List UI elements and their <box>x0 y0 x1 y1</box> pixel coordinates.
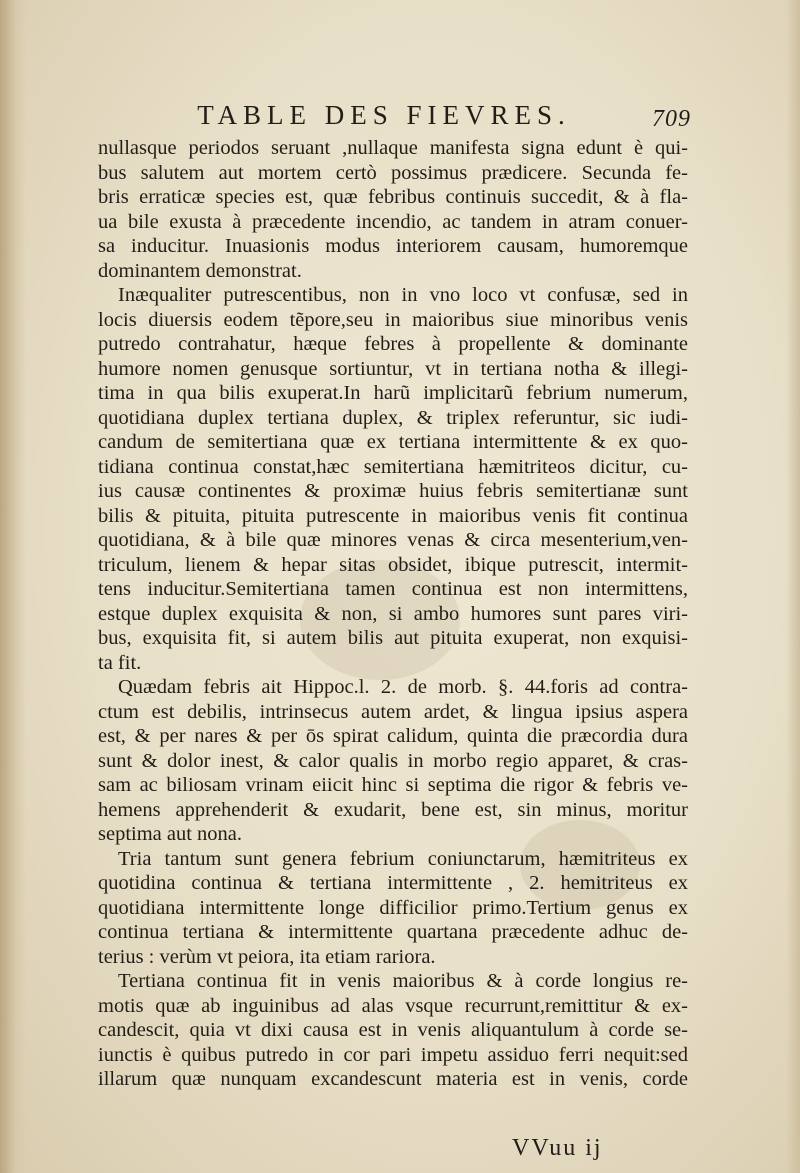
text-line: quotidiana, & à bile quæ minores venas & circa mesenterium,ven- <box>98 529 688 551</box>
text-line: ua bile exusta à præcedente incendio, ac tandem in atram conuer- <box>98 210 688 233</box>
text-line: candescit, quia vt dixi causa est in venis aliquantulum à corde se- <box>98 1019 688 1041</box>
text-line: nullasque periodos seruant ,nullaque manifesta signa edunt è qui- <box>98 137 688 159</box>
text-line: sa inducitur. Inuasionis modus interiorem causam, humoremque <box>98 235 688 257</box>
text-line: sam ac biliosam vrinam eiicit hinc si septima die rigor & febris ve- <box>98 774 688 796</box>
text-line: Tria tantum sunt genera febrium coniunctarum, hæmitriteus ex <box>118 847 688 870</box>
text-line: quotidiana intermittente longe difficilior primo.Tertium genus ex <box>98 896 688 919</box>
text-line: bus, exquisita fit, si autem bilis aut pituita exuperat, non exquisi- <box>98 627 688 649</box>
text-line: ctum est debilis, intrinsecus autem ardet, & lingua ipsius aspera <box>98 700 688 723</box>
text-line: sunt & dolor inest, & calor qualis in morbo regio apparet, & cras- <box>98 749 688 772</box>
body-text <box>98 136 688 1092</box>
text-line: ta fit. <box>98 651 142 674</box>
text-line: tima in qua bilis exuperat.In harũ implicitarũ febrium numerum, <box>98 382 688 404</box>
text-line: motis quæ ab inguinibus ad alas vsque recurrunt,remittitur & ex- <box>98 994 688 1017</box>
text-line: dominantem demonstrat. <box>98 259 302 282</box>
text-line: humore nomen genusque sortiuntur, vt in tertiana notha & illegi- <box>98 357 688 380</box>
text-line: quotidina continua & tertiana intermittente , 2. hemitriteus ex <box>98 872 688 894</box>
text-line: tidiana continua constat,hæc semitertiana hæmitriteos dicitur, cu- <box>98 455 688 478</box>
text-line: bris erraticæ species est, quæ febribus continuis succedit, & à fla- <box>98 186 688 208</box>
text-line: iunctis è quibus putredo in cor pari impetu assiduo ferri nequit:sed <box>98 1043 688 1066</box>
text-line: illarum quæ nunquam excandescunt materia est in venis, corde <box>98 1068 688 1090</box>
running-title: TABLE DES FIEVRES. <box>197 100 571 130</box>
text-line: septima aut nona. <box>98 823 243 845</box>
text-line: hemens apprehenderit & exudarit, bene est, sin minus, moritur <box>98 798 688 821</box>
text-line: Tertiana continua fit in venis maioribus & à corde longius re- <box>118 970 688 992</box>
text-line: est, & per nares & per ōs spirat calidum, quinta die præcordia dura <box>98 725 688 747</box>
text-line: bilis & pituita, pituita putrescente in maioribus venis fit continua <box>98 504 688 527</box>
text-line: Quædam febris ait Hippoc.l. 2. de morb. §. 44.foris ad contra- <box>118 676 688 698</box>
text-line: ius causæ continentes & proximæ huius febris semitertianæ sunt <box>98 480 688 502</box>
text-line: bus salutem aut mortem certò possimus prædicere. Secunda fe- <box>98 161 688 184</box>
text-line: tens inducitur.Semitertiana tamen continua est non intermittens, <box>98 578 688 600</box>
text-line: triculum, lienem & hepar sitas obsidet, ibique putrescit, intermit- <box>98 553 688 576</box>
signature-mark: VVuu ij <box>512 1135 603 1161</box>
text-line: putredo contrahatur, hæque febres à propellente & dominante <box>98 333 688 355</box>
text-line: continua tertiana & intermittente quartana præcedente adhuc de- <box>98 921 688 943</box>
text-line: Inæqualiter putrescentibus, non in vno loco vt confusæ, sed in <box>118 284 688 306</box>
text-line: terius : verùm vt peiora, ita etiam rariora. <box>98 945 436 968</box>
page-number: 709 <box>652 106 691 132</box>
text-line: estque duplex exquisita & non, si ambo humores sunt pares viri- <box>98 602 688 625</box>
text-line: quotidiana duplex tertiana duplex, & triplex referuntur, sic iudi- <box>98 406 688 429</box>
text-line: locis diuersis eodem tẽpore,seu in maioribus siue minoribus venis <box>98 308 688 331</box>
text-line: candum de semitertiana quæ ex tertiana intermittente & ex quo- <box>98 431 688 453</box>
